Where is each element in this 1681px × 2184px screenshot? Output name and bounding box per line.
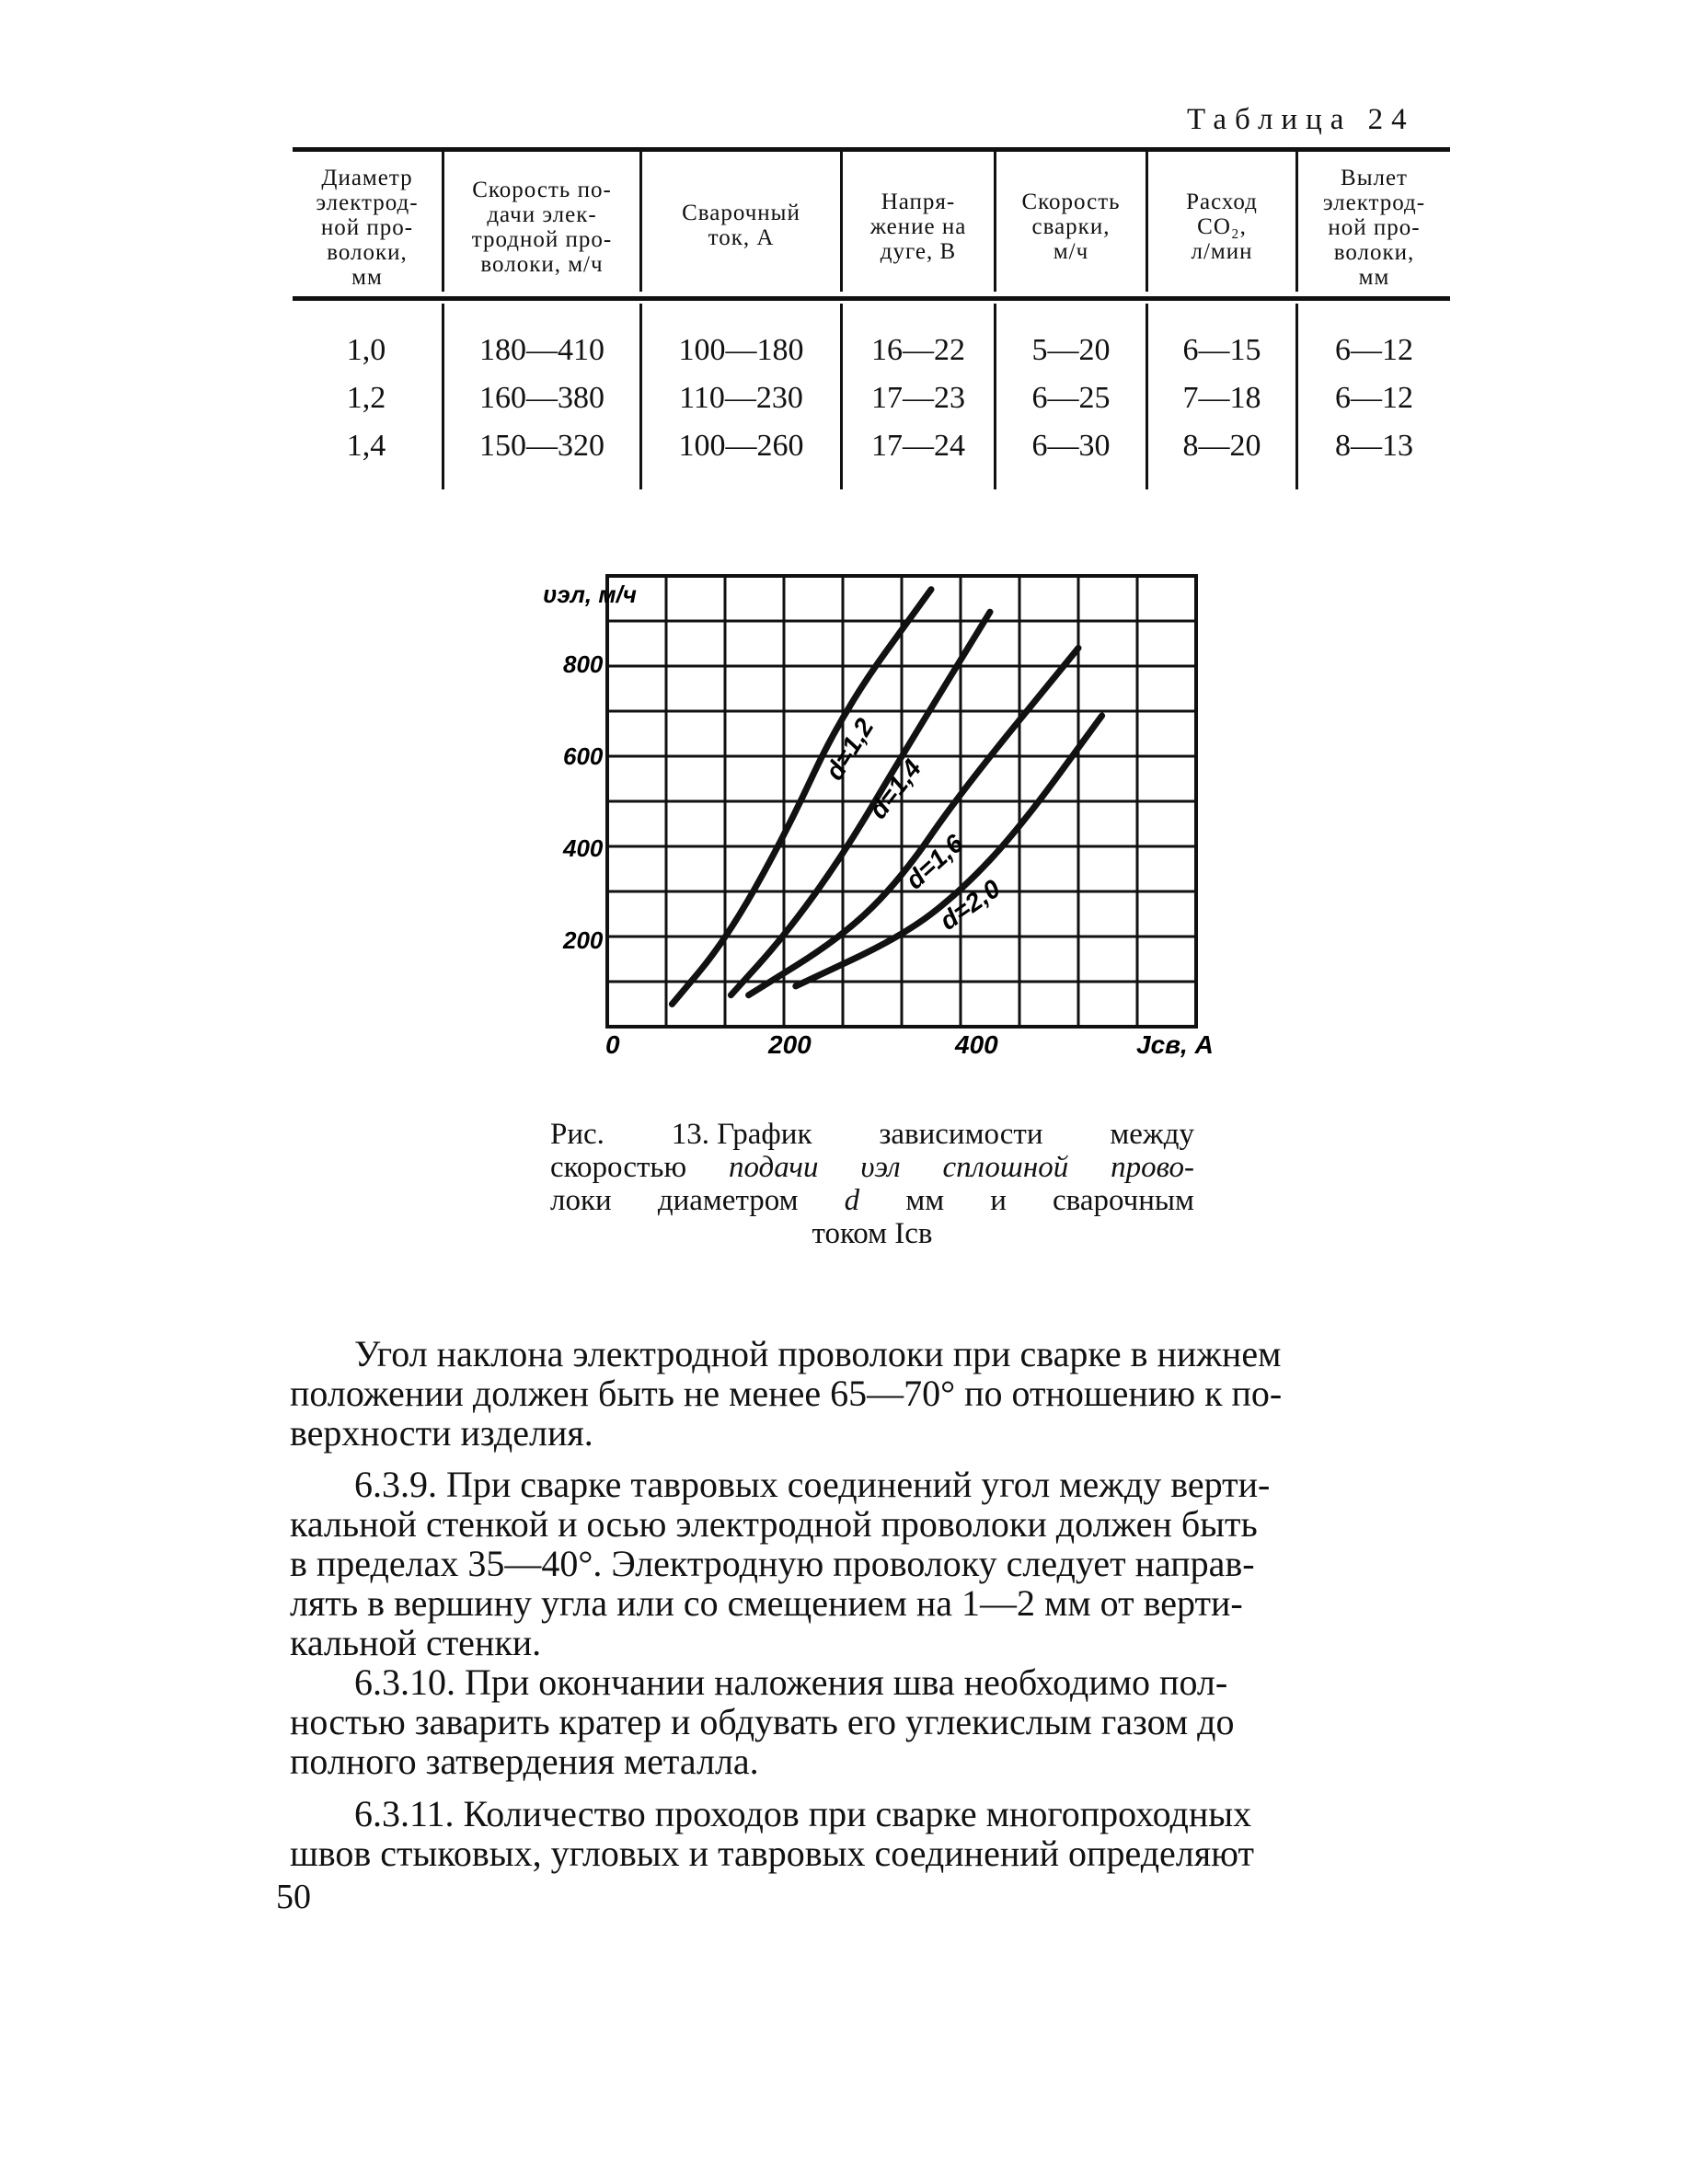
table-header-rule (293, 296, 1450, 301)
table-cell: 7—18 (1182, 381, 1261, 415)
header-stickout: Вылет электрод- ной про- волоки, мм (1322, 166, 1426, 290)
text-line: кальной стенкой и осью электродной проволоки должен быть (290, 1503, 1258, 1545)
series-label-d20: d=2,0 (934, 873, 1006, 936)
caption-line: скоростью подачи υэл сплошной прово- (550, 1151, 1194, 1184)
table-cell: 1,0 (346, 333, 386, 367)
table-cell: 1,4 (346, 429, 386, 463)
text-line: положении должен быть не менее 65—70° по отношению к по- (290, 1373, 1283, 1414)
header-current: Сварочный ток, А (682, 201, 800, 250)
feed-speed-chart (515, 552, 1233, 1086)
table-cell: 1,2 (346, 381, 386, 415)
tick-label-y: 200 (563, 926, 604, 954)
table-top-rule (293, 147, 1450, 152)
series-label-d16: d=1,6 (900, 828, 969, 895)
header-co2: Расход CO₂, л/мин (1186, 190, 1258, 264)
table-cell: 17—23 (871, 381, 965, 415)
table-cell: 8—20 (1182, 429, 1261, 463)
caption-line: Рис. 13. График зависимости между (550, 1118, 1194, 1151)
tick-label-x: 200 (768, 1030, 812, 1059)
tick-label-x: 400 (955, 1030, 998, 1059)
table-cell: 6—12 (1335, 333, 1413, 367)
table-row (293, 374, 1450, 422)
paragraph (290, 1334, 1454, 1453)
table-cell: 16—22 (871, 333, 965, 367)
header-weld-speed: Скорость сварки, м/ч (1021, 190, 1121, 264)
text-line: швов стыковых, угловых и тавровых соединений определяют (290, 1833, 1254, 1874)
caption-line: током Iсв (812, 1217, 933, 1250)
header-wire-diameter: Диаметр электрод- ной про- волоки, мм (316, 166, 419, 290)
text-line: ностью заварить кратер и обдувать его углекислым газом до (290, 1701, 1235, 1742)
figure-caption (550, 1118, 1194, 1250)
table-cell: 17—24 (871, 429, 965, 463)
y-axis-label: υэл, м/ч (543, 580, 637, 608)
text-line: лять в вершину угла или со смещением на 1—2 мм от верти- (290, 1582, 1243, 1624)
table-cell: 160—380 (479, 381, 604, 415)
table-cell: 110—230 (679, 381, 803, 415)
text-line: в пределах 35—40°. Электродную проволоку следует направ- (290, 1543, 1255, 1584)
table-row (293, 422, 1450, 470)
table-cell: 6—25 (1031, 381, 1111, 415)
tick-label-y: 600 (563, 742, 604, 770)
text-line: полного затвердения металла. (290, 1741, 759, 1782)
paragraph (290, 1465, 1454, 1662)
table-cell: 100—260 (678, 429, 804, 463)
paragraph (290, 1662, 1454, 1781)
table-cell: 180—410 (479, 333, 604, 367)
text-line: кальной стенки. (290, 1622, 542, 1663)
tick-label-y: 800 (563, 650, 604, 678)
text-line: 6.3.9. При сварке тавровых соединений угол между верти- (354, 1464, 1271, 1505)
text-line: 6.3.11. Количество проходов при сварке многопроходных (354, 1793, 1252, 1834)
table-caption: Таблица 24 (1187, 103, 1415, 136)
text-line: 6.3.10. При окончании наложения шва необходимо пол- (354, 1661, 1228, 1703)
paragraph (290, 1794, 1454, 1873)
series-label-d14: d=1,4 (863, 753, 927, 824)
series-label-d12: d=1,2 (819, 713, 880, 786)
table-cell: 100—180 (678, 333, 804, 367)
table-cell: 6—30 (1031, 429, 1111, 463)
header-feed-speed: Скорость по- дачи элек- тродной про- волоки, м/ч (471, 178, 613, 277)
tick-label-y: 400 (563, 834, 604, 862)
tick-label-origin: 0 (605, 1030, 620, 1059)
table-cell: 150—320 (479, 429, 604, 463)
header-voltage: Напря- жение на дуге, В (869, 190, 967, 264)
text-line: верхности изделия. (290, 1412, 593, 1454)
series-line (749, 648, 1078, 994)
page-number: 50 (276, 1878, 311, 1916)
table-cell: 6—12 (1335, 381, 1413, 415)
x-axis-label: Jсв, А (1136, 1030, 1214, 1059)
table-cell: 8—13 (1335, 429, 1413, 463)
caption-line: локи диаметром d мм и сварочным (550, 1184, 1194, 1217)
table-cell: 5—20 (1031, 333, 1111, 367)
table-cell: 6—15 (1182, 333, 1261, 367)
table-row (293, 327, 1450, 374)
text-line: Угол наклона электродной проволоки при сварке в нижнем (354, 1333, 1282, 1374)
